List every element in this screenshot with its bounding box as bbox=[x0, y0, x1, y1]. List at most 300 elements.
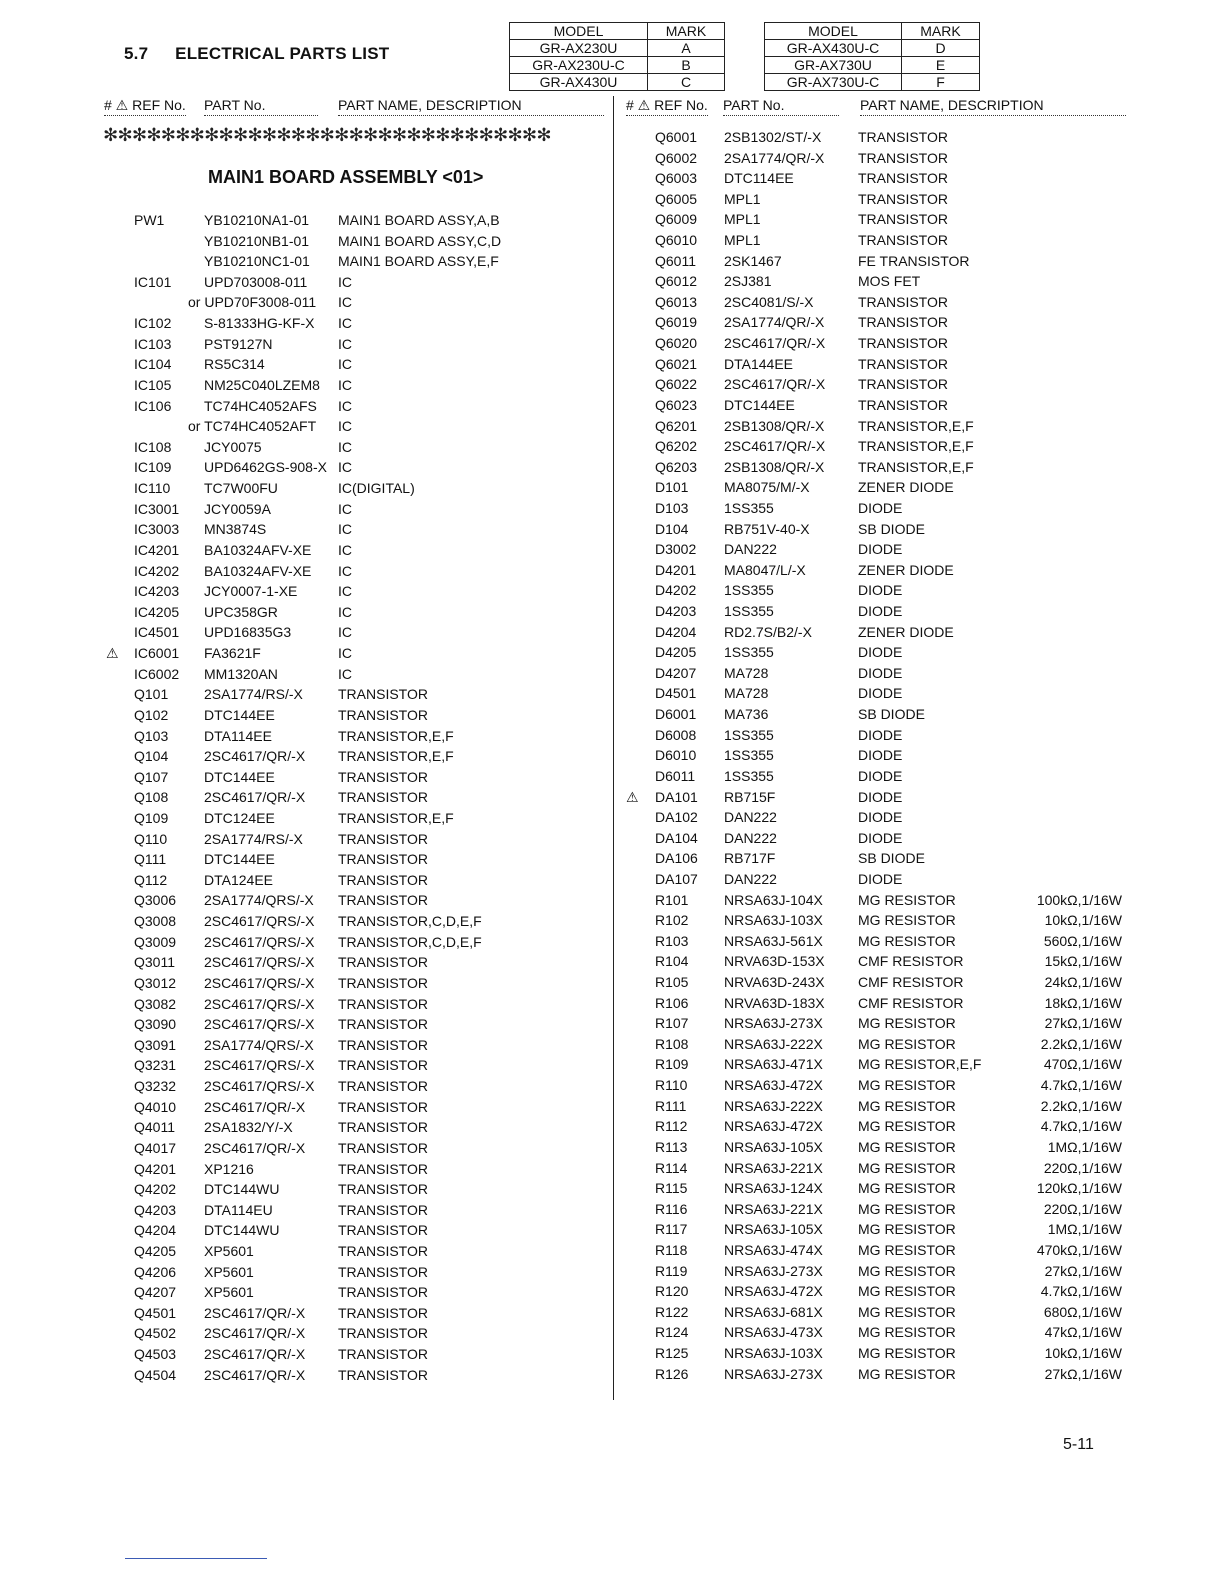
part-number: 1SS355 bbox=[724, 644, 774, 661]
ref-number: R108 bbox=[655, 1035, 689, 1052]
table-row bbox=[0, 809, 1224, 829]
part-description: TRANSISTOR,E,F bbox=[338, 809, 454, 826]
part-description: TRANSISTOR bbox=[338, 1263, 428, 1280]
ref-number: Q4501 bbox=[134, 1304, 177, 1321]
part-description: CMF RESISTOR bbox=[858, 994, 964, 1011]
table-row bbox=[0, 1118, 1224, 1138]
table-row bbox=[0, 418, 1224, 438]
ref-number: R115 bbox=[655, 1180, 688, 1197]
part-number: NRSA63J-221X bbox=[724, 1159, 823, 1176]
part-number: 2SB1302/ST/-X bbox=[724, 129, 822, 145]
warning-icon: ⚠ bbox=[626, 788, 639, 805]
part-number: MA8075/M/-X bbox=[724, 479, 810, 496]
part-description: IC bbox=[338, 273, 352, 290]
part-number: NRSA63J-471X bbox=[724, 1056, 823, 1073]
part-description: TRANSISTOR bbox=[338, 1222, 428, 1239]
table-row bbox=[0, 603, 1224, 623]
table-row bbox=[0, 706, 1224, 726]
part-description: TRANSISTOR bbox=[338, 830, 428, 847]
ref-number: R113 bbox=[655, 1138, 688, 1155]
part-number: DTA124EE bbox=[204, 871, 273, 888]
part-number: 2SA1774/RS/-X bbox=[204, 686, 303, 703]
part-description: IC(DIGITAL) bbox=[338, 480, 415, 497]
part-value: 27kΩ,1/16W bbox=[1044, 1015, 1122, 1032]
part-description: DIODE bbox=[858, 582, 903, 599]
part-description: MG RESISTOR bbox=[858, 1200, 956, 1217]
table-row bbox=[0, 1345, 1224, 1365]
part-number: NRSA63J-472X bbox=[724, 1283, 823, 1300]
table-row bbox=[0, 933, 1224, 953]
header-dotted-rule bbox=[338, 115, 604, 116]
ref-number: Q6011 bbox=[655, 252, 696, 269]
ref-header: # ⚠ REF No. bbox=[104, 97, 186, 113]
part-description: TRANSISTOR bbox=[338, 686, 428, 703]
part-number: MA8047/L/-X bbox=[724, 561, 806, 578]
table-row bbox=[0, 150, 1224, 170]
table-row bbox=[0, 624, 1224, 644]
part-number: MPL1 bbox=[724, 211, 761, 228]
mark-header: MARK bbox=[902, 23, 980, 40]
table-row bbox=[0, 685, 1224, 705]
part-number: NRSA63J-561X bbox=[724, 932, 823, 949]
ref-number: DA104 bbox=[655, 829, 698, 846]
part-number: XP5601 bbox=[204, 1284, 254, 1301]
model-cell: GR-AX430U bbox=[510, 74, 648, 91]
part-number: NRSA63J-473X bbox=[724, 1324, 823, 1341]
ref-number: IC4201 bbox=[134, 541, 180, 558]
part-description: TRANSISTOR bbox=[338, 974, 428, 991]
ref-number: R125 bbox=[655, 1344, 689, 1361]
ref-number: Q6201 bbox=[655, 417, 698, 434]
ref-number: Q3009 bbox=[134, 933, 177, 950]
part-number: RB717F bbox=[724, 850, 776, 867]
table-row bbox=[0, 170, 1224, 190]
part-description: TRANSISTOR bbox=[338, 1325, 428, 1342]
part-description: IC bbox=[338, 562, 352, 579]
table-row bbox=[0, 479, 1224, 499]
part-number: UPD16835G3 bbox=[204, 624, 292, 641]
part-description: IC bbox=[338, 541, 352, 558]
mark-cell: D bbox=[902, 40, 980, 57]
part-number: MPL1 bbox=[724, 190, 761, 207]
part-description: TRANSISTOR bbox=[338, 1057, 428, 1074]
part-description: TRANSISTOR bbox=[858, 149, 948, 166]
part-number: FA3621F bbox=[204, 645, 261, 662]
table-row bbox=[0, 232, 1224, 252]
ref-number: Q4207 bbox=[134, 1284, 177, 1301]
part-number: NRSA63J-124X bbox=[724, 1180, 823, 1197]
part-number: YB10210NA1-01 bbox=[204, 212, 310, 228]
part-description: DIODE bbox=[858, 809, 903, 826]
table-row bbox=[0, 521, 1224, 541]
part-number: JCY0059A bbox=[204, 500, 271, 517]
ref-number: Q101 bbox=[134, 686, 169, 703]
part-description: DIODE bbox=[858, 747, 903, 764]
ref-number: Q4017 bbox=[134, 1139, 177, 1156]
ref-number: Q4503 bbox=[134, 1346, 177, 1363]
part-number: 1SS355 bbox=[724, 747, 774, 764]
ref-number: Q4205 bbox=[134, 1243, 177, 1259]
part-value: 10kΩ,1/16W bbox=[1044, 1344, 1122, 1361]
part-description: TRANSISTOR bbox=[858, 396, 948, 413]
part-number: 2SA1832/Y/-X bbox=[204, 1119, 293, 1136]
table-row bbox=[0, 541, 1224, 561]
part-description: TRANSISTOR bbox=[338, 706, 428, 723]
model-table-right bbox=[764, 22, 980, 91]
ref-number: R111 bbox=[655, 1097, 687, 1114]
model-cell: GR-AX230U bbox=[510, 40, 648, 57]
part-description: TRANSISTOR bbox=[858, 376, 948, 393]
part-value: 1MΩ,1/16W bbox=[1047, 1138, 1122, 1155]
ref-number: R104 bbox=[655, 953, 689, 970]
part-description: MG RESISTOR bbox=[858, 1344, 956, 1361]
ref-number: IC4203 bbox=[134, 583, 180, 600]
part-number: NRVA63D-243X bbox=[724, 974, 825, 990]
part-number: DAN222 bbox=[724, 829, 777, 846]
part-description: MG RESISTOR bbox=[858, 1241, 956, 1258]
table-row bbox=[0, 335, 1224, 355]
part-number: 2SC4617/QRS/-X bbox=[204, 933, 315, 950]
part-number: DTC114EE bbox=[724, 170, 794, 187]
part-number: YB10210NB1-01 bbox=[204, 232, 310, 249]
ref-number: Q3232 bbox=[134, 1078, 177, 1095]
part-description: SB DIODE bbox=[858, 520, 925, 537]
ref-number: DA101 bbox=[655, 788, 698, 805]
ref-number: Q110 bbox=[134, 830, 168, 847]
part-description: MG RESISTOR bbox=[858, 1138, 956, 1155]
part-description: MG RESISTOR bbox=[858, 1035, 956, 1052]
part-number: NM25C040LZEM8 bbox=[204, 376, 320, 393]
part-number: MA728 bbox=[724, 664, 769, 681]
part-number: NRVA63D-153X bbox=[724, 953, 825, 970]
part-number: 2SC4617/QR/-X bbox=[204, 1366, 306, 1383]
table-row bbox=[0, 294, 1224, 314]
part-description: MAIN1 BOARD ASSY,C,D bbox=[338, 232, 502, 249]
table-row bbox=[0, 892, 1224, 912]
table-row bbox=[0, 995, 1224, 1015]
ref-number: Q109 bbox=[134, 809, 169, 826]
part-number: MA736 bbox=[724, 706, 769, 723]
part-description: TRANSISTOR bbox=[338, 1036, 428, 1053]
ref-number: Q107 bbox=[134, 768, 169, 785]
part-description: IC bbox=[338, 665, 352, 682]
part-description: TRANSISTOR bbox=[338, 954, 428, 971]
part-description: TRANSISTOR bbox=[338, 1304, 428, 1321]
ref-number: Q6010 bbox=[655, 232, 698, 249]
model-table-left bbox=[509, 22, 725, 91]
ref-number: IC109 bbox=[134, 459, 172, 476]
ref-number: IC6002 bbox=[134, 665, 180, 682]
ref-number: Q6022 bbox=[655, 376, 698, 393]
part-value: 120kΩ,1/16W bbox=[1036, 1180, 1122, 1197]
part-number: 2SC4617/QR/-X bbox=[204, 748, 306, 765]
part-description: MG RESISTOR bbox=[858, 1365, 956, 1382]
part-description: TRANSISTOR bbox=[858, 314, 948, 331]
table-row bbox=[0, 1015, 1224, 1035]
part-number: NRVA63D-183X bbox=[724, 994, 825, 1011]
ref-number: R101 bbox=[655, 891, 689, 908]
ref-number: R109 bbox=[655, 1056, 689, 1073]
part-description: MG RESISTOR,E,F bbox=[858, 1056, 982, 1073]
column-header-left bbox=[104, 97, 604, 117]
part-number: MN3874S bbox=[204, 521, 267, 538]
model-header: MODEL bbox=[765, 23, 902, 40]
part-description: IC bbox=[338, 438, 352, 455]
part-number: XP5601 bbox=[204, 1263, 254, 1280]
part-description: TRANSISTOR,E,F bbox=[858, 458, 974, 475]
part-description: DIODE bbox=[858, 870, 903, 887]
part-number: 2SC4617/QR/-X bbox=[724, 438, 826, 455]
part-number: PST9127N bbox=[204, 335, 273, 352]
table-row bbox=[0, 747, 1224, 767]
ref-number: R116 bbox=[655, 1200, 688, 1217]
part-description: MG RESISTOR bbox=[858, 1097, 956, 1114]
ref-number: IC3003 bbox=[134, 521, 180, 538]
part-number: 2SK1467 bbox=[724, 252, 782, 269]
table-row bbox=[0, 1139, 1224, 1159]
part-value: 220Ω,1/16W bbox=[1043, 1200, 1122, 1217]
ref-number: IC104 bbox=[134, 356, 172, 373]
part-number: DTA144EE bbox=[724, 355, 793, 372]
ref-number: IC102 bbox=[134, 315, 172, 332]
part-value: 27kΩ,1/16W bbox=[1044, 1262, 1122, 1279]
ref-number: IC6001 bbox=[134, 645, 180, 662]
table-row bbox=[0, 562, 1224, 582]
ref-number: D4501 bbox=[655, 685, 697, 702]
ref-number: Q3082 bbox=[134, 995, 177, 1012]
model-cell: GR-AX430U-C bbox=[765, 40, 902, 57]
table-row bbox=[0, 1221, 1224, 1241]
ref-number: DA107 bbox=[655, 870, 698, 887]
table-row bbox=[0, 1242, 1224, 1262]
part-description: SB DIODE bbox=[858, 706, 925, 723]
part-description: TRANSISTOR bbox=[338, 1243, 428, 1259]
page-number: 5-11 bbox=[1063, 1436, 1094, 1453]
table-row bbox=[0, 273, 1224, 293]
part-description: DIODE bbox=[858, 664, 903, 681]
ref-number: D104 bbox=[655, 520, 689, 537]
ref-number: Q6003 bbox=[655, 170, 698, 187]
part-description: MG RESISTOR bbox=[858, 1077, 956, 1094]
table-row bbox=[0, 459, 1224, 479]
ref-number: IC108 bbox=[134, 438, 172, 455]
mark-cell: B bbox=[648, 57, 725, 74]
ref-number: D101 bbox=[655, 479, 689, 496]
ref-number: Q108 bbox=[134, 789, 169, 806]
header-dotted-rule bbox=[723, 115, 839, 116]
ref-number: D6001 bbox=[655, 706, 697, 723]
mark-cell: E bbox=[902, 57, 980, 74]
part-number: DTA114EU bbox=[204, 1201, 273, 1218]
part-number: MM1320AN bbox=[204, 665, 278, 682]
part-value: 2.2kΩ,1/16W bbox=[1040, 1097, 1122, 1114]
part-description: TRANSISTOR bbox=[338, 1284, 428, 1301]
part-number: NRSA63J-221X bbox=[724, 1200, 823, 1217]
column-header-right bbox=[624, 97, 1128, 117]
table-row bbox=[0, 1324, 1224, 1344]
ref-number: D3002 bbox=[655, 541, 697, 558]
ref-number: IC103 bbox=[134, 335, 172, 352]
ref-number: Q3008 bbox=[134, 913, 177, 930]
part-number: 2SC4617/QR/-X bbox=[204, 1325, 306, 1342]
part-description: TRANSISTOR,C,D,E,F bbox=[338, 933, 482, 950]
ref-number: Q111 bbox=[134, 851, 167, 868]
ref-number: D6011 bbox=[655, 767, 696, 784]
part-number: 2SB1308/QR/-X bbox=[724, 458, 825, 475]
part-number: YB10210NC1-01 bbox=[204, 253, 310, 270]
part-number: UPC358GR bbox=[204, 603, 278, 620]
part-description: IC bbox=[338, 603, 352, 620]
part-description: FE TRANSISTOR bbox=[858, 252, 970, 269]
part-description: MG RESISTOR bbox=[858, 1324, 956, 1341]
part-description: IC bbox=[338, 583, 352, 600]
table-row bbox=[0, 768, 1224, 788]
part-value: 10kΩ,1/16W bbox=[1044, 912, 1122, 929]
part-description: TRANSISTOR bbox=[858, 211, 948, 228]
part-description: MG RESISTOR bbox=[858, 1262, 956, 1279]
ref-number: D4207 bbox=[655, 664, 697, 681]
ref-number: Q6005 bbox=[655, 190, 698, 207]
part-value: 2.2kΩ,1/16W bbox=[1040, 1035, 1122, 1052]
warning-icon: ⚠ bbox=[106, 645, 119, 662]
part-number: BA10324AFV-XE bbox=[204, 541, 312, 558]
part-number: NRSA63J-273X bbox=[724, 1262, 823, 1279]
part-value: 4.7kΩ,1/16W bbox=[1040, 1077, 1122, 1094]
ref-number: IC106 bbox=[134, 397, 172, 414]
ref-number: Q6020 bbox=[655, 335, 698, 352]
ref-number: Q4502 bbox=[134, 1325, 177, 1342]
part-number: 2SC4617/QRS/-X bbox=[204, 1057, 315, 1074]
ref-number: R102 bbox=[655, 912, 689, 929]
part-value: 470kΩ,1/16W bbox=[1036, 1241, 1122, 1258]
ref-number: R118 bbox=[655, 1241, 688, 1258]
section-title-text: ELECTRICAL PARTS LIST bbox=[175, 44, 390, 63]
part-description: IC bbox=[338, 397, 352, 414]
part-number: 2SC4617/QR/-X bbox=[204, 1304, 306, 1321]
part-number: 1SS355 bbox=[724, 499, 774, 516]
mark-header: MARK bbox=[648, 23, 725, 40]
ref-number: Q6009 bbox=[655, 211, 698, 228]
part-description: IC bbox=[338, 624, 352, 641]
ref-number: Q6013 bbox=[655, 293, 698, 310]
part-description: DIODE bbox=[858, 644, 903, 661]
part-number: NRSA63J-103X bbox=[724, 1344, 823, 1361]
part-description: DIODE bbox=[858, 726, 903, 743]
part-description: MG RESISTOR bbox=[858, 912, 956, 929]
footer-rule bbox=[125, 1558, 267, 1559]
ref-number: R119 bbox=[655, 1262, 688, 1279]
part-description: DIODE bbox=[858, 685, 903, 702]
ref-number: D4203 bbox=[655, 603, 697, 620]
part-value: 4.7kΩ,1/16W bbox=[1040, 1283, 1122, 1300]
part-description: TRANSISTOR,C,D,E,F bbox=[338, 913, 482, 930]
part-description: MG RESISTOR bbox=[858, 932, 956, 949]
part-number: UPD6462GS-908-X bbox=[204, 459, 327, 476]
section-title bbox=[124, 44, 389, 64]
part-description: IC bbox=[338, 521, 352, 538]
part-value: 47kΩ,1/16W bbox=[1044, 1324, 1122, 1341]
part-number: NRSA63J-222X bbox=[724, 1097, 823, 1114]
part-number: 2SA1774/QRS/-X bbox=[204, 1036, 314, 1053]
ref-number: R124 bbox=[655, 1324, 689, 1341]
header-dotted-rule bbox=[204, 115, 318, 116]
table-row bbox=[0, 1263, 1224, 1283]
part-number: NRSA63J-105X bbox=[724, 1221, 823, 1238]
ref-number: DA102 bbox=[655, 809, 698, 826]
part-description: DIODE bbox=[858, 499, 903, 516]
part-description: IC bbox=[338, 500, 352, 517]
part-description: DIODE bbox=[858, 767, 903, 784]
ref-number: R110 bbox=[655, 1077, 688, 1094]
part-number: DAN222 bbox=[724, 809, 777, 826]
ref-number: Q3006 bbox=[134, 892, 177, 909]
part-number: 2SC4617/QRS/-X bbox=[204, 913, 315, 930]
part-number: 2SA1774/QR/-X bbox=[724, 149, 825, 166]
part-number: DTC144EE bbox=[724, 396, 795, 413]
part-description: TRANSISTOR bbox=[338, 892, 428, 909]
table-row bbox=[0, 1160, 1224, 1180]
part-description: TRANSISTOR bbox=[338, 1016, 428, 1033]
part-description: IC bbox=[338, 645, 352, 662]
part-number: 2SC4617/QRS/-X bbox=[204, 1078, 315, 1095]
table-row bbox=[0, 644, 1224, 664]
part-number: 1SS355 bbox=[724, 726, 774, 743]
part-number: NRSA63J-472X bbox=[724, 1077, 823, 1094]
part-value: 100kΩ,1/16W bbox=[1036, 891, 1122, 908]
part-value: 1MΩ,1/16W bbox=[1047, 1221, 1122, 1238]
part-number: 1SS355 bbox=[724, 582, 774, 599]
part-description: TRANSISTOR bbox=[338, 871, 428, 888]
part-number: MA728 bbox=[724, 685, 769, 702]
ref-number: R120 bbox=[655, 1283, 689, 1300]
part-number: 2SC4617/QRS/-X bbox=[204, 974, 315, 991]
part-description: TRANSISTOR bbox=[338, 768, 428, 785]
part-description: CMF RESISTOR bbox=[858, 953, 964, 970]
part-description: TRANSISTOR bbox=[858, 232, 948, 249]
part-description: TRANSISTOR bbox=[338, 1098, 428, 1115]
part-value: 220Ω,1/16W bbox=[1043, 1159, 1122, 1176]
part-number: DTC144WU bbox=[204, 1181, 280, 1198]
ref-number: D4204 bbox=[655, 623, 697, 640]
table-row bbox=[0, 1366, 1224, 1386]
table-row bbox=[0, 1180, 1224, 1200]
ref-number: D4202 bbox=[655, 582, 697, 599]
part-number: DTC144WU bbox=[204, 1222, 280, 1239]
part-number: TC74HC4052AFS bbox=[204, 397, 317, 414]
part-number: DTC144EE bbox=[204, 706, 275, 723]
part-description: TRANSISTOR bbox=[338, 1346, 428, 1363]
part-number: S-81333HG-KF-X bbox=[204, 315, 315, 332]
part-description: MG RESISTOR bbox=[858, 1303, 956, 1320]
part-description: TRANSISTOR bbox=[338, 1078, 428, 1095]
name-header: PART NAME, DESCRIPTION bbox=[860, 97, 1044, 113]
part-description: TRANSISTOR bbox=[858, 129, 948, 145]
part-description: DIODE bbox=[858, 603, 903, 620]
ref-number: Q4504 bbox=[134, 1366, 177, 1383]
part-value: 15kΩ,1/16W bbox=[1044, 953, 1122, 970]
part-number: 2SC4617/QR/-X bbox=[204, 1098, 306, 1115]
table-row bbox=[0, 438, 1224, 458]
part-description: SB DIODE bbox=[858, 850, 925, 867]
table-row bbox=[0, 912, 1224, 932]
table-row bbox=[0, 356, 1224, 376]
part-description: ZENER DIODE bbox=[858, 479, 954, 496]
part-description: TRANSISTOR,E,F bbox=[858, 417, 974, 434]
part-number: NRSA63J-222X bbox=[724, 1035, 823, 1052]
ref-number: D6008 bbox=[655, 726, 697, 743]
part-number: 1SS355 bbox=[724, 767, 774, 784]
part-number: XP5601 bbox=[204, 1243, 254, 1259]
